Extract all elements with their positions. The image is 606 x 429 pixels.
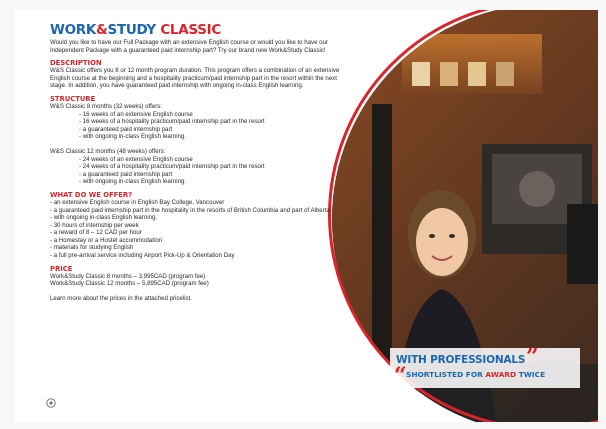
list-item: - an extensive English course in English Bay College, Vancouver bbox=[50, 198, 225, 206]
description-text: W&S Classic offers you 8 or 12 month program duration. This program offers a combination of an extensive English course at the beginning and a hospitality practicum/paid internship part in the resort within the next stage. In addition, you have guaranteed paid internship with ongoing in-class English learning. bbox=[50, 67, 340, 90]
list-item: - with ongoing in-class English learning. bbox=[50, 214, 158, 222]
list-item: - a reward of 8 – 12 CAD per hour bbox=[50, 229, 142, 237]
price-heading: PRICE bbox=[50, 264, 73, 273]
banner-subline-award: AWARD bbox=[485, 370, 517, 379]
title-work: WORK bbox=[50, 22, 97, 38]
list-item: - with ongoing in-class English learning. bbox=[79, 178, 187, 186]
price-line: Work&Study Classic 12 months – 5,895CAD (program fee) bbox=[50, 280, 209, 288]
logo-icon bbox=[46, 398, 56, 408]
text-column bbox=[50, 22, 350, 302]
list-item: - 30 hours of internship per week bbox=[50, 221, 139, 229]
title-classic: CLASSIC bbox=[155, 22, 221, 38]
list-item: - materials for studying English bbox=[50, 244, 134, 252]
banner-headline: WITH PROFESSIONALS bbox=[396, 354, 526, 366]
banner-subline-a: SHORTLISTED FOR bbox=[406, 370, 486, 379]
plan12-title: W&S Classic 12 months (48 weeks) offers: bbox=[50, 147, 166, 155]
list-item: - a full pre-arrival service including Airport Pick-Up & Orientation Day bbox=[50, 252, 235, 260]
title-study: STUDY bbox=[107, 22, 156, 38]
intro-text: Would you like to have our Full Package with an extensive English course or would you like to have our Independent Package with a guaranteed paid internship part? Try our brand new Work&Study Classic! bbox=[50, 39, 328, 54]
list-item: - 24 weeks of an extensive English course bbox=[79, 155, 193, 163]
price-line: Work&Study Classic 8 months – 3,995CAD (program fee) bbox=[50, 272, 206, 280]
offer-heading: WHAT DO WE OFFER? bbox=[50, 190, 133, 199]
open-quote-mark: “ bbox=[394, 363, 407, 389]
pricelist-note: Learn more about the prices in the attached pricelist. bbox=[50, 294, 192, 302]
list-item: - a guaranteed paid internship part in the hospitality in the resorts of British Columbia and part of Alberta bbox=[50, 206, 330, 214]
description-heading: DESCRIPTION bbox=[50, 59, 102, 68]
list-item: - 24 weeks of a hospitality practicum/paid internship part in the resort bbox=[79, 163, 265, 171]
banner-subline-c: TWICE bbox=[516, 370, 546, 379]
list-item: - a guaranteed paid internship part bbox=[79, 170, 173, 178]
close-quote-mark: ” bbox=[526, 344, 539, 370]
page-title bbox=[50, 22, 350, 38]
list-item: - a guaranteed paid internship part bbox=[79, 125, 173, 133]
title-amp: & bbox=[96, 22, 108, 38]
structure-heading: STRUCTURE bbox=[50, 94, 96, 103]
brochure-page bbox=[14, 10, 598, 422]
list-item: - 16 weeks of an extensive English course bbox=[79, 110, 193, 118]
banner-subline bbox=[406, 370, 545, 379]
list-item: - with ongoing in-class English learning. bbox=[79, 133, 187, 141]
list-item: - a Homestay or a Hostel accommodation bbox=[50, 236, 163, 244]
list-item: - 16 weeks of a hospitality practicum/paid internship part in the resort bbox=[79, 118, 265, 126]
plan8-title: W&S Classic 8 months (32 weeks) offers: bbox=[50, 102, 162, 110]
